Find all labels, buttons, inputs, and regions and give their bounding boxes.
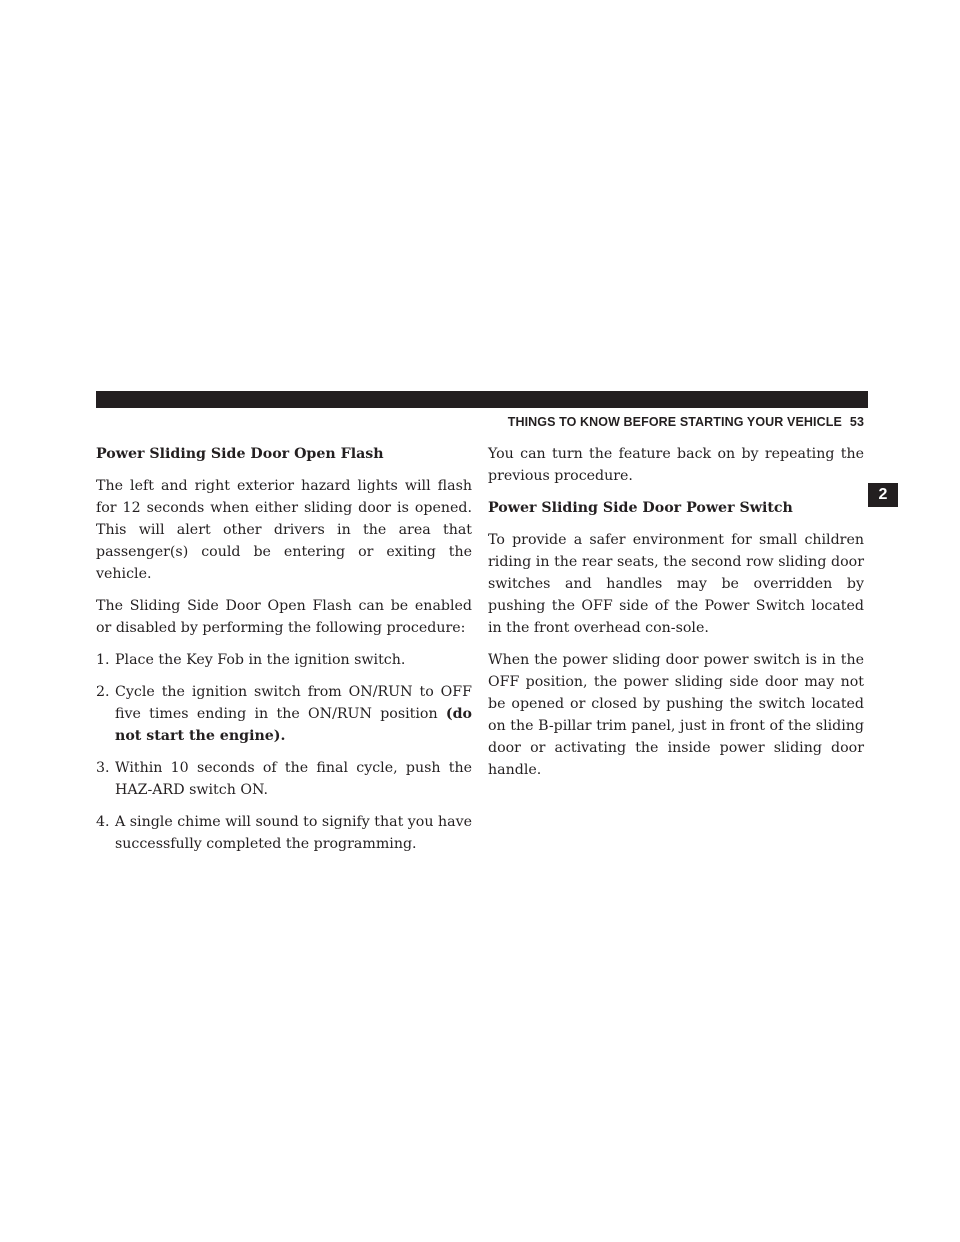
section-heading-open-flash: Power Sliding Side Door Open Flash <box>96 446 384 462</box>
step-text: Cycle the ignition switch from ON/RUN to OFF five times ending in the ON/RUN position <box>115 684 472 722</box>
section-title: THINGS TO KNOW BEFORE STARTING YOUR VEHICLE <box>507 415 842 429</box>
list-item <box>96 811 472 855</box>
left-column <box>96 443 472 865</box>
step-text: Within 10 seconds of the final cycle, push the HAZ-ARD switch ON. <box>115 760 472 798</box>
page-number: 53 <box>849 415 864 429</box>
paragraph: You can turn the feature back on by repeating the previous procedure. <box>488 446 864 484</box>
step-number: 2. <box>96 684 110 700</box>
list-item <box>96 681 472 747</box>
paragraph: The Sliding Side Door Open Flash can be enabled or disabled by performing the following procedure: <box>96 598 472 636</box>
paragraph: When the power sliding door power switch is in the OFF position, the power sliding side door may not be opened or closed by pushing the switch located on the B-pillar trim panel, just in front of the sliding door or activating the inside power sliding door handle. <box>488 652 864 778</box>
step-text: A single chime will sound to signify that you have successfully completed the programming. <box>115 814 472 852</box>
paragraph: The left and right exterior hazard lights will flash for 12 seconds when either sliding door is opened. This will alert other drivers in the area that passenger(s) could be entering or exiting the vehicle. <box>96 478 472 582</box>
right-column <box>488 443 864 791</box>
step-number: 4. <box>96 814 110 830</box>
header-rule <box>96 391 868 408</box>
running-header <box>508 415 864 429</box>
chapter-tab: 2 <box>868 483 898 507</box>
list-item <box>96 757 472 801</box>
section-heading-power-switch: Power Sliding Side Door Power Switch <box>488 500 793 516</box>
paragraph: To provide a safer environment for small children riding in the rear seats, the second row sliding door switches and handles may be overridden by pushing the OFF side of the Power Switch located in the front overhead con-sole. <box>488 532 864 636</box>
step-number: 1. <box>96 652 110 668</box>
step-emphasis: (do not start the engine). <box>115 706 472 744</box>
list-item <box>96 649 472 671</box>
step-number: 3. <box>96 760 110 776</box>
step-text: Place the Key Fob in the ignition switch. <box>115 652 406 668</box>
procedure-steps <box>96 649 472 855</box>
